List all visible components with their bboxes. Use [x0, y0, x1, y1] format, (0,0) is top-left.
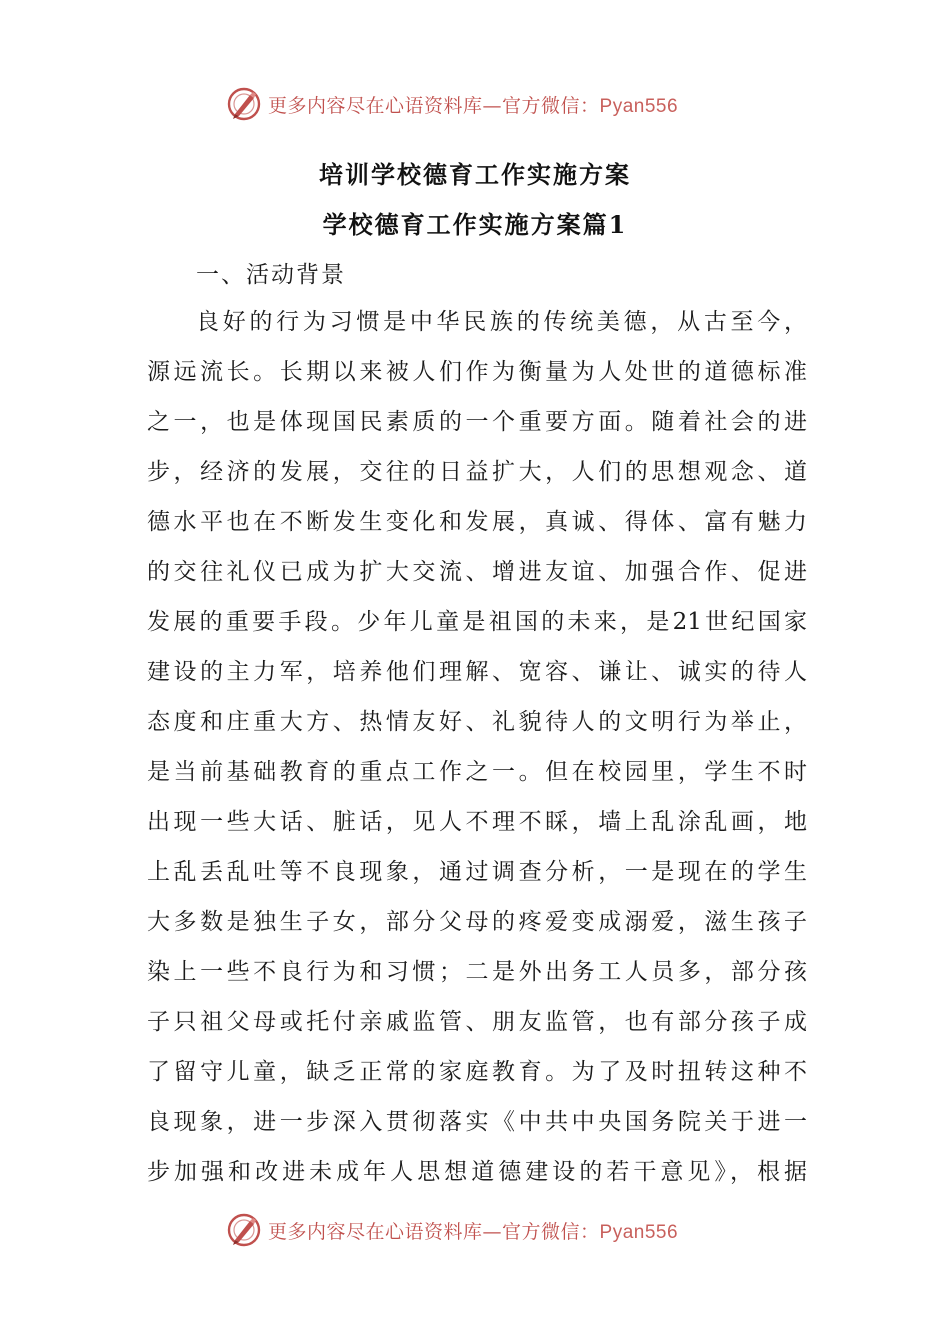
watermark-banner-top [226, 84, 726, 124]
document-title: 培训学校德育工作实施方案 [319, 160, 631, 189]
body-paragraph [147, 297, 807, 1197]
text-line: 出现一些大话、脏话，见人不理不睬，墙上乱涂乱画，地 [147, 809, 807, 835]
text-line: 之一，也是体现国民素质的一个重要方面。随着社会的进 [147, 409, 807, 435]
text-line: 发展的重要手段。少年儿童是祖国的未来，是21世纪国家 [147, 609, 807, 635]
text-line: 步加强和改进未成年人思想道德建设的若干意见》，根据 [147, 1159, 807, 1185]
text-line: 步，经济的发展，交往的日益扩大，人们的思想观念、道 [147, 459, 807, 485]
pen-circle-icon [226, 1212, 262, 1248]
text-line: 大多数是独生子女，部分父母的疼爱变成溺爱，滋生孩子 [147, 909, 807, 935]
watermark-wechat-id: Pyan556 [599, 95, 679, 117]
text-line: 良好的行为习惯是中华民族的传统美德，从古至今， [196, 309, 807, 335]
text-line: 子只祖父母或托付亲戚监管、朋友监管，也有部分孩子成 [147, 1009, 807, 1035]
text-line: 德水平也在不断发生变化和发展，真诚、得体、富有魅力 [147, 509, 807, 535]
watermark-text: 更多内容尽在心语资料库—官方微信：Pyan556 [268, 94, 679, 117]
document-subtitle: 学校德育工作实施方案篇1 [322, 210, 628, 239]
section-heading: 一、活动背景 [196, 262, 346, 288]
pen-circle-icon [226, 86, 262, 122]
watermark-wechat-id: Pyan556 [599, 1221, 679, 1243]
text-line: 建设的主力军，培养他们理解、宽容、谦让、诚实的待人 [147, 659, 807, 685]
text-line: 源远流长。长期以来被人们作为衡量为人处世的道德标准 [147, 359, 807, 385]
text-line: 的交往礼仪已成为扩大交流、增进友谊、加强合作、促进 [147, 559, 807, 585]
text-line: 态度和庄重大方、热情友好、礼貌待人的文明行为举止， [147, 709, 807, 735]
text-line: 上乱丢乱吐等不良现象，通过调查分析，一是现在的学生 [147, 859, 807, 885]
text-line: 染上一些不良行为和习惯；二是外出务工人员多，部分孩 [147, 959, 807, 985]
text-line: 是当前基础教育的重点工作之一。但在校园里，学生不时 [147, 759, 807, 785]
text-line: 了留守儿童，缺乏正常的家庭教育。为了及时扭转这种不 [147, 1059, 807, 1085]
watermark-banner-bottom [226, 1210, 726, 1250]
watermark-text: 更多内容尽在心语资料库—官方微信：Pyan556 [268, 1220, 679, 1243]
text-line: 良现象，进一步深入贯彻落实《中共中央国务院关于进一 [147, 1109, 807, 1135]
